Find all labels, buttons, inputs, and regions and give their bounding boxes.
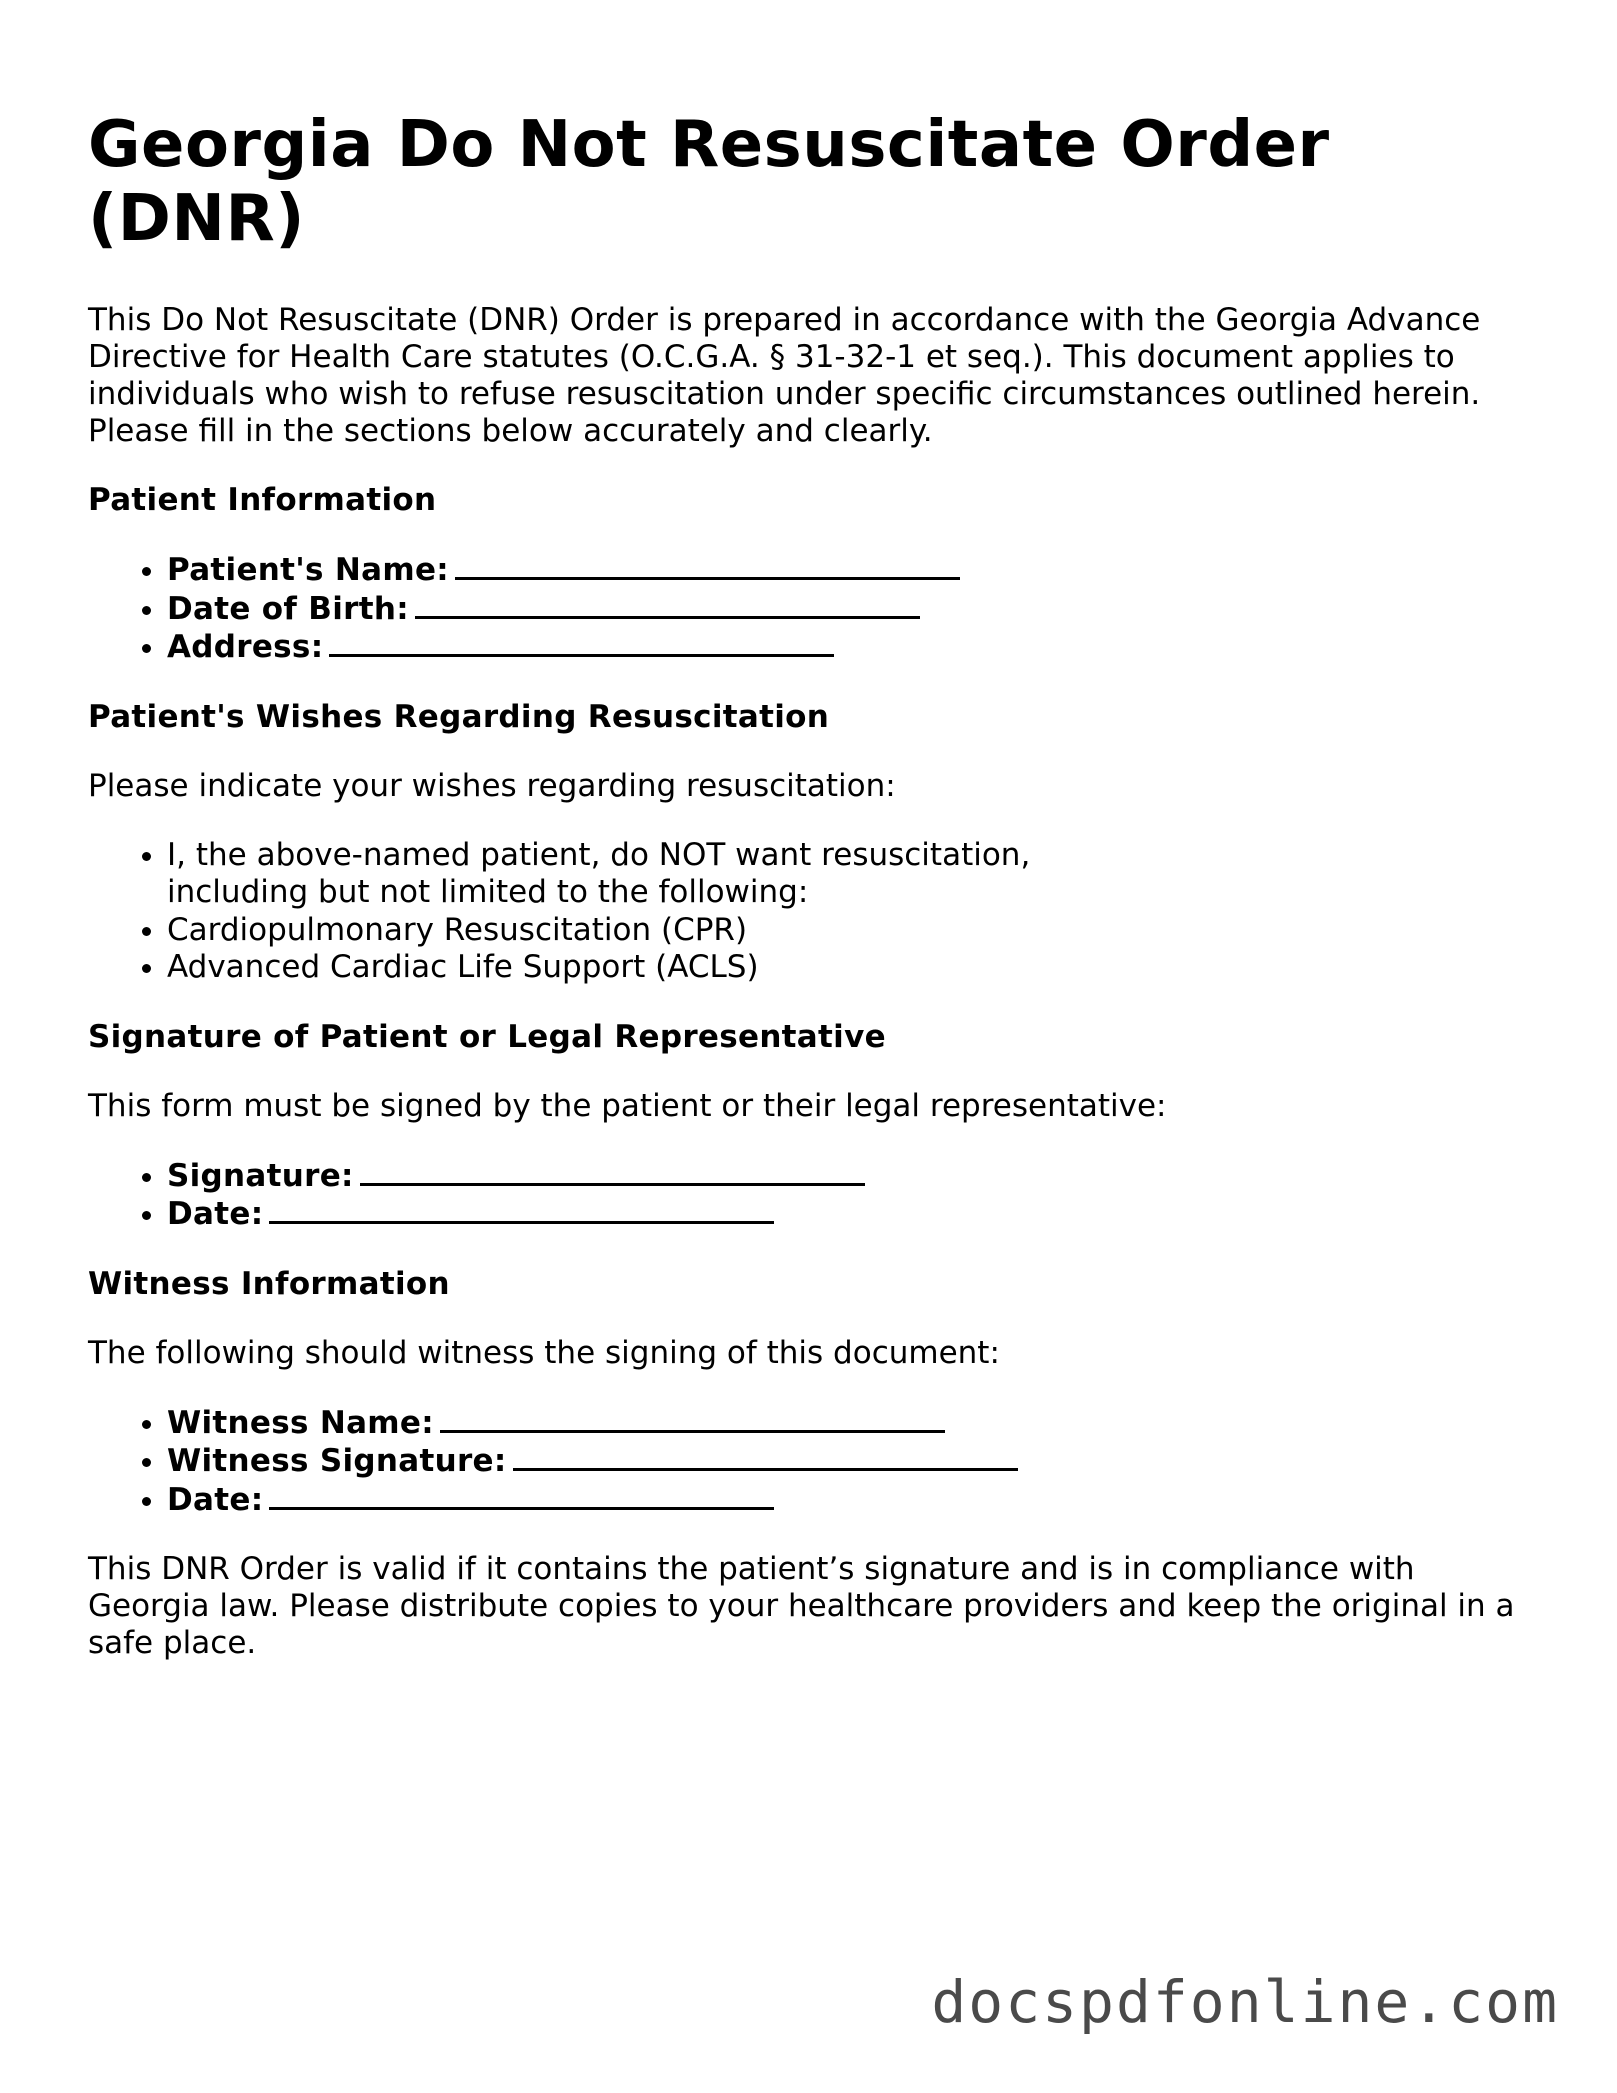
wishes-item: • Cardiopulmonary Resuscitation (CPR) bbox=[167, 912, 1167, 950]
witness-lead: The following should witness the signing of this document: bbox=[88, 1334, 1000, 1371]
witness-name-label: Witness Name: bbox=[167, 1404, 434, 1441]
signature-heading: Signature of Patient or Legal Representative bbox=[88, 1018, 886, 1055]
patient-dob-label: Date of Birth: bbox=[167, 590, 409, 627]
witness-signature-item bbox=[167, 1442, 1528, 1481]
wishes-lead: Please indicate your wishes regarding resuscitation: bbox=[88, 767, 896, 804]
witness-heading: Witness Information bbox=[88, 1265, 450, 1302]
wishes-heading: Patient's Wishes Regarding Resuscitation bbox=[88, 698, 830, 735]
patient-address-item bbox=[167, 628, 1528, 667]
document-title: Georgia Do Not Resuscitate Order (DNR) bbox=[88, 108, 1330, 256]
patient-info-heading: Patient Information bbox=[88, 482, 437, 518]
witness-date-field[interactable] bbox=[269, 1481, 774, 1510]
patient-dob-field[interactable] bbox=[415, 590, 920, 619]
patient-address-label: Address: bbox=[167, 629, 324, 665]
signature-label: Signature: bbox=[167, 1157, 354, 1194]
closing-paragraph: This DNR Order is valid if it contains the patient’s signature and is in compliance with Georgia law. Please distribute copies to your healthcare providers and keep the original in a safe place. bbox=[88, 1551, 1515, 1661]
patient-address-field[interactable] bbox=[329, 628, 834, 657]
watermark: docspdfonline.com bbox=[931, 1968, 1559, 2036]
signature-date-field[interactable] bbox=[269, 1195, 774, 1224]
signature-date-label: Date: bbox=[167, 1196, 264, 1232]
wishes-item: • Advanced Cardiac Life Support (ACLS) bbox=[167, 949, 1167, 987]
patient-name-label: Patient's Name: bbox=[167, 552, 449, 588]
patient-dob-item bbox=[167, 590, 1528, 629]
signature-item bbox=[167, 1157, 1528, 1196]
document-page bbox=[88, 108, 1528, 1662]
witness-date-item bbox=[167, 1481, 1528, 1520]
witness-list bbox=[88, 1404, 1528, 1520]
witness-signature-label: Witness Signature: bbox=[167, 1443, 507, 1479]
witness-name-item bbox=[167, 1404, 1528, 1443]
wishes-item: • I, the above-named patient, do NOT want resuscitation, including but not limited to the following: bbox=[167, 837, 1167, 912]
patient-info-list bbox=[88, 551, 1528, 667]
signature-list bbox=[88, 1157, 1528, 1234]
witness-name-field[interactable] bbox=[440, 1404, 945, 1433]
wishes-list bbox=[88, 837, 1167, 987]
patient-name-item bbox=[167, 551, 1528, 590]
signature-field[interactable] bbox=[360, 1157, 865, 1186]
witness-signature-field[interactable] bbox=[513, 1442, 1018, 1471]
intro-paragraph: This Do Not Resuscitate (DNR) Order is prepared in accordance with the Georgia Advance Directive for Health Care statutes (O.C.G.A. § 31-32-1 et seq.). This document applies to individuals who wish to refuse resuscitation under specific circumstances outlined herein. Please fill in the sections below accurately and clearly. bbox=[88, 302, 1481, 449]
witness-date-label: Date: bbox=[167, 1481, 264, 1518]
signature-date-item bbox=[167, 1195, 1528, 1234]
signature-lead: This form must be signed by the patient or their legal representative: bbox=[88, 1087, 1167, 1124]
patient-name-field[interactable] bbox=[455, 551, 960, 580]
